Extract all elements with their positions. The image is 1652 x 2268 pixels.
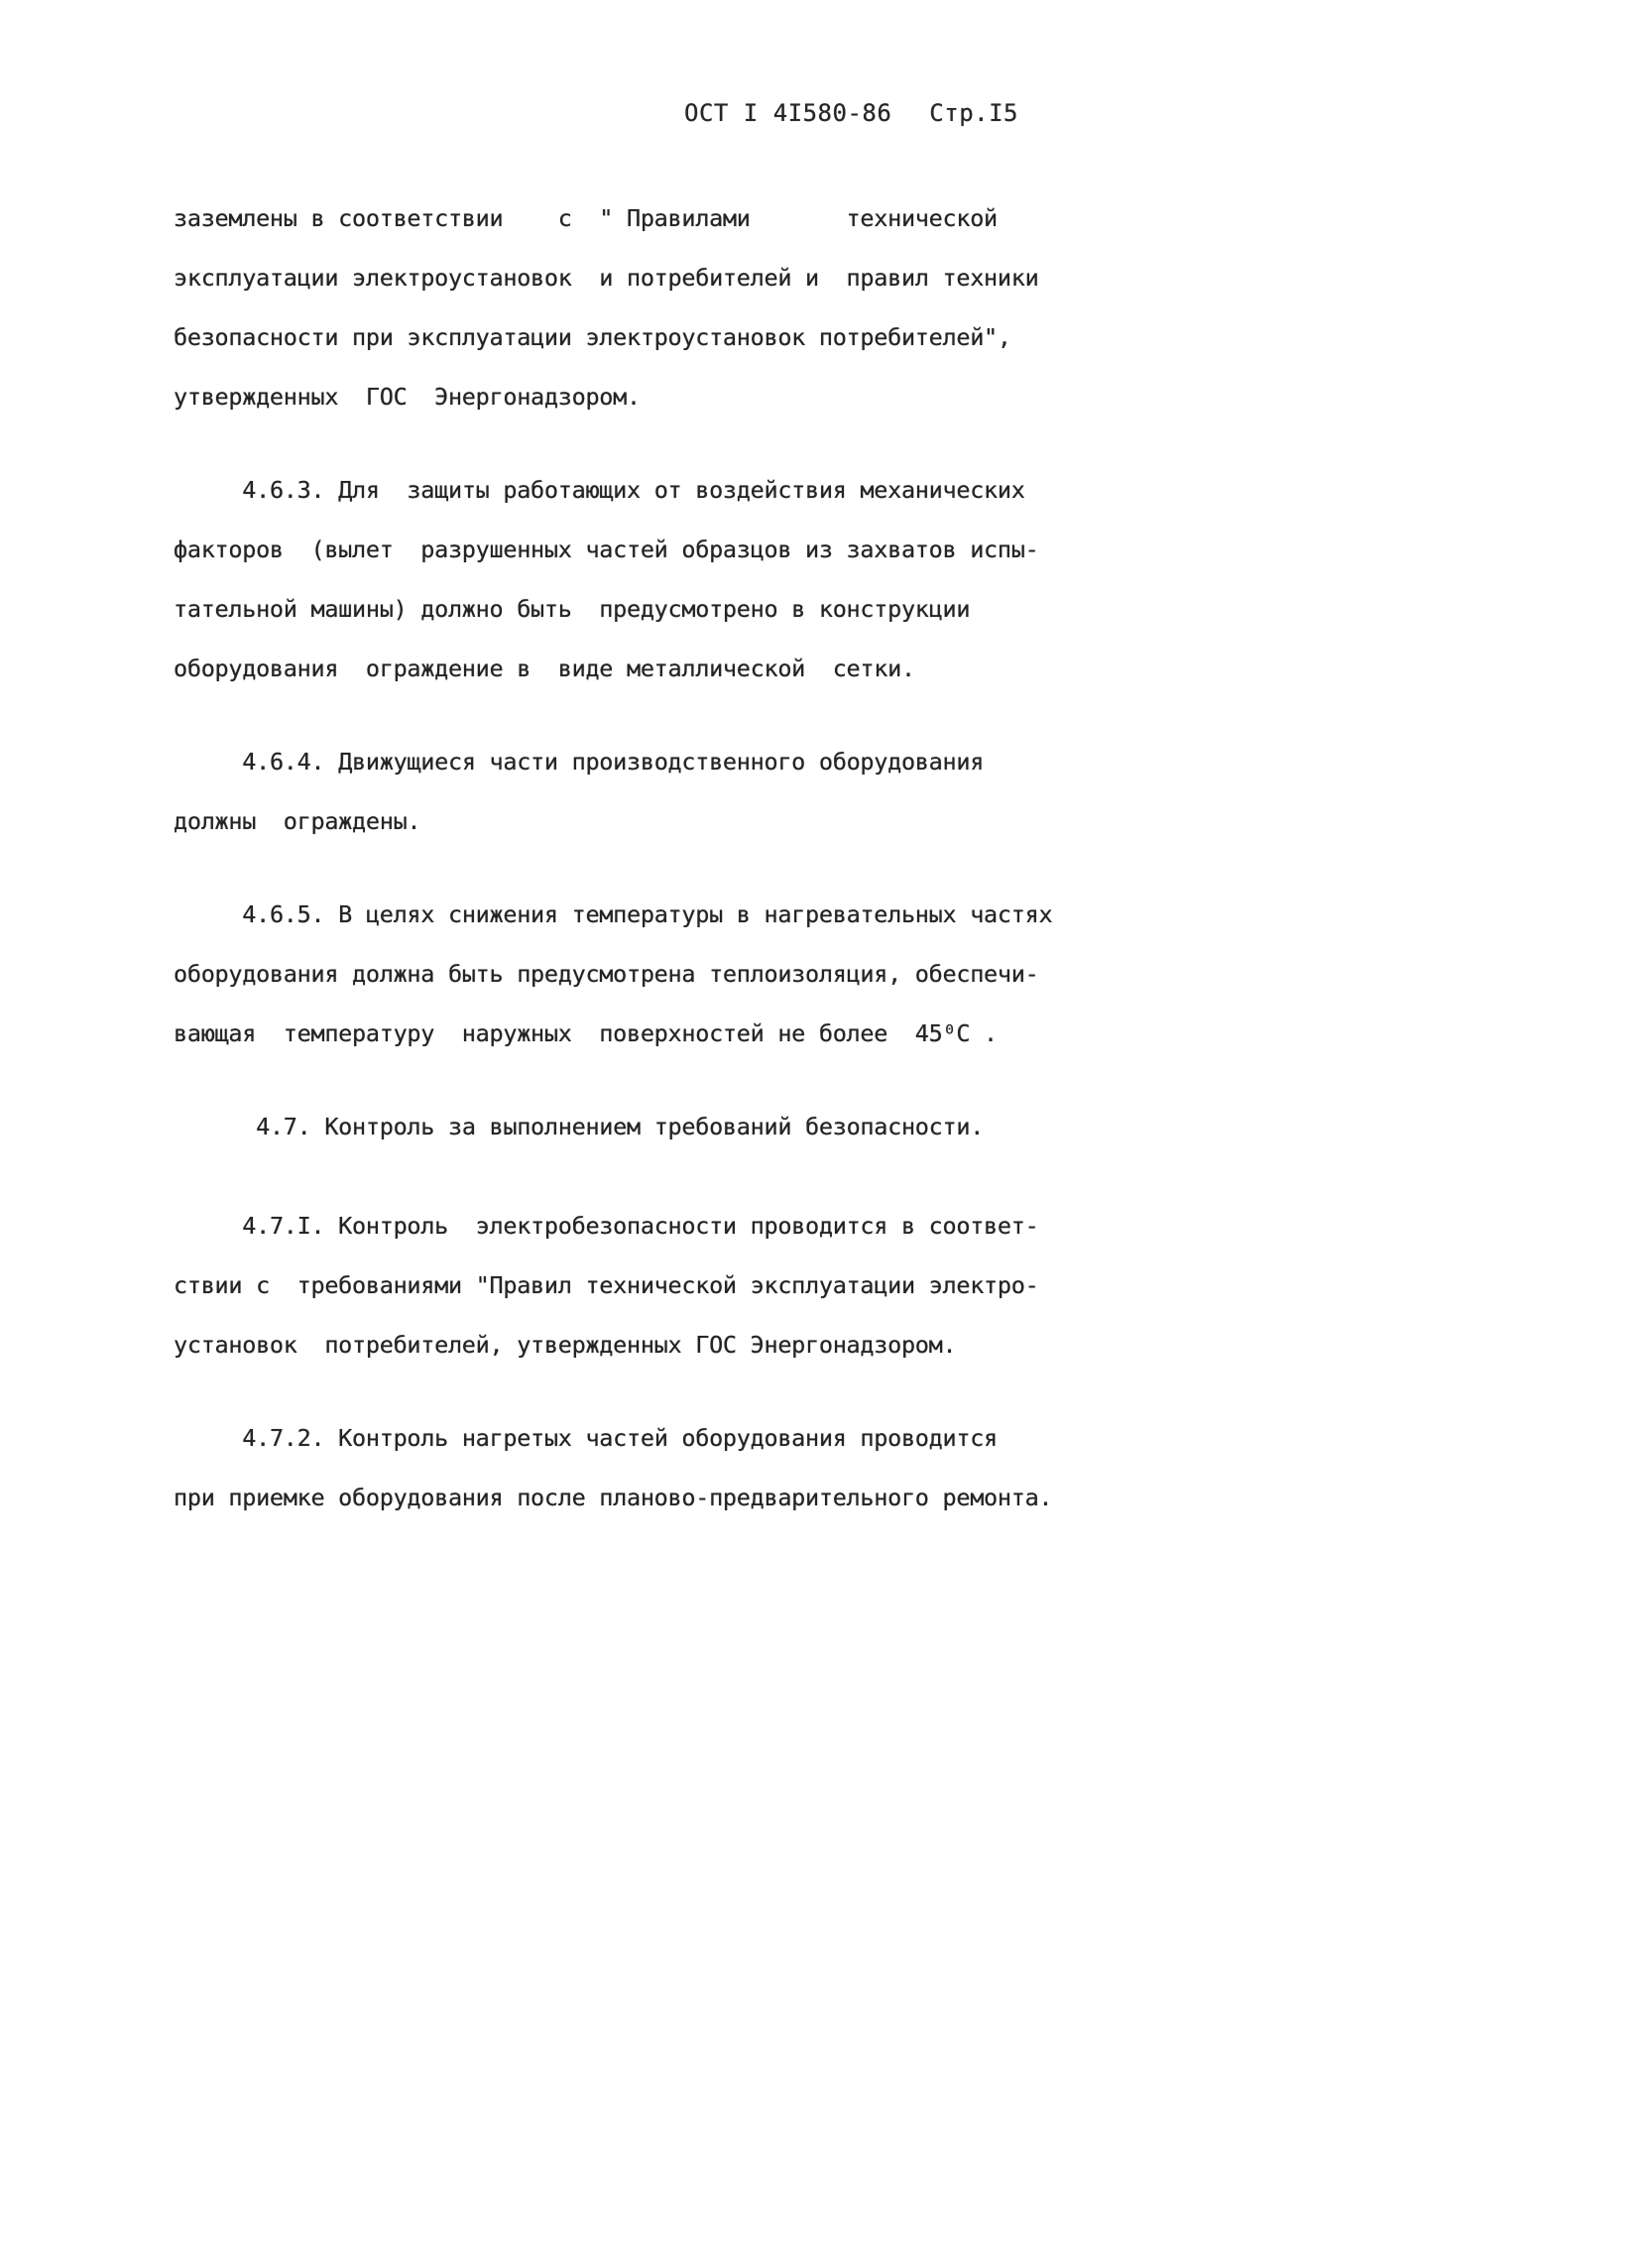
paragraph-4-7-heading [174,1097,1066,1156]
text-line: оборудования ограждение в виде металлической сетки. [174,655,915,682]
text-line: должны ограждены. [174,807,421,835]
doc-number: ОСТ I 4I580-86 [684,99,892,127]
text-line: при приемке оборудования после планово-предварительного ремонта. [174,1484,1053,1511]
document-body [174,188,1066,1527]
text-line: заземлены в соответствии с " Правилами технической [174,204,998,232]
text-line: факторов (вылет разрушенных частей образцов из захватов испы- [174,536,1039,563]
paragraph-4-6-3 [174,460,1066,698]
text-line: 4.7. Контроль за выполнением требований безопасности. [174,1113,985,1140]
text-line: вающая температуру наружных поверхностей не более 45⁰С . [174,1019,998,1047]
paragraph-grounding [174,188,1066,426]
text-line: 4.6.3. Для защиты работающих от воздействия механических [174,476,1025,504]
paragraph-4-6-5 [174,885,1066,1063]
text-line: оборудования должна быть предусмотрена теплоизоляция, обеспечи- [174,960,1039,988]
text-line: ствии с требованиями "Правил технической эксплуатации электро- [174,1271,1039,1299]
text-line: утвержденных ГОС Энергонадзором. [174,383,641,411]
text-line: безопасности при эксплуатации электроустановок потребителей", [174,323,1011,351]
paragraph-4-6-4 [174,732,1066,851]
text-line: эксплуатации электроустановок и потребителей и правил техники [174,264,1039,292]
text-line: 4.7.2. Контроль нагретых частей оборудования проводится [174,1424,998,1452]
page-content [174,0,1066,1561]
page-header [684,99,1066,127]
text-line: 4.6.5. В целях снижения температуры в нагревательных частях [174,900,1053,928]
paragraph-4-7-1 [174,1196,1066,1374]
text-line: 4.7.I. Контроль электробезопасности проводится в соответ- [174,1212,1039,1240]
paragraph-4-7-2 [174,1408,1066,1527]
text-line: 4.6.4. Движущиеся части производственного оборудования [174,748,985,776]
page-number: Стр.I5 [929,99,1018,127]
text-line: установок потребителей, утвержденных ГОС Энергонадзором. [174,1331,957,1359]
text-line: тательной машины) должно быть предусмотрено в конструкции [174,595,971,623]
